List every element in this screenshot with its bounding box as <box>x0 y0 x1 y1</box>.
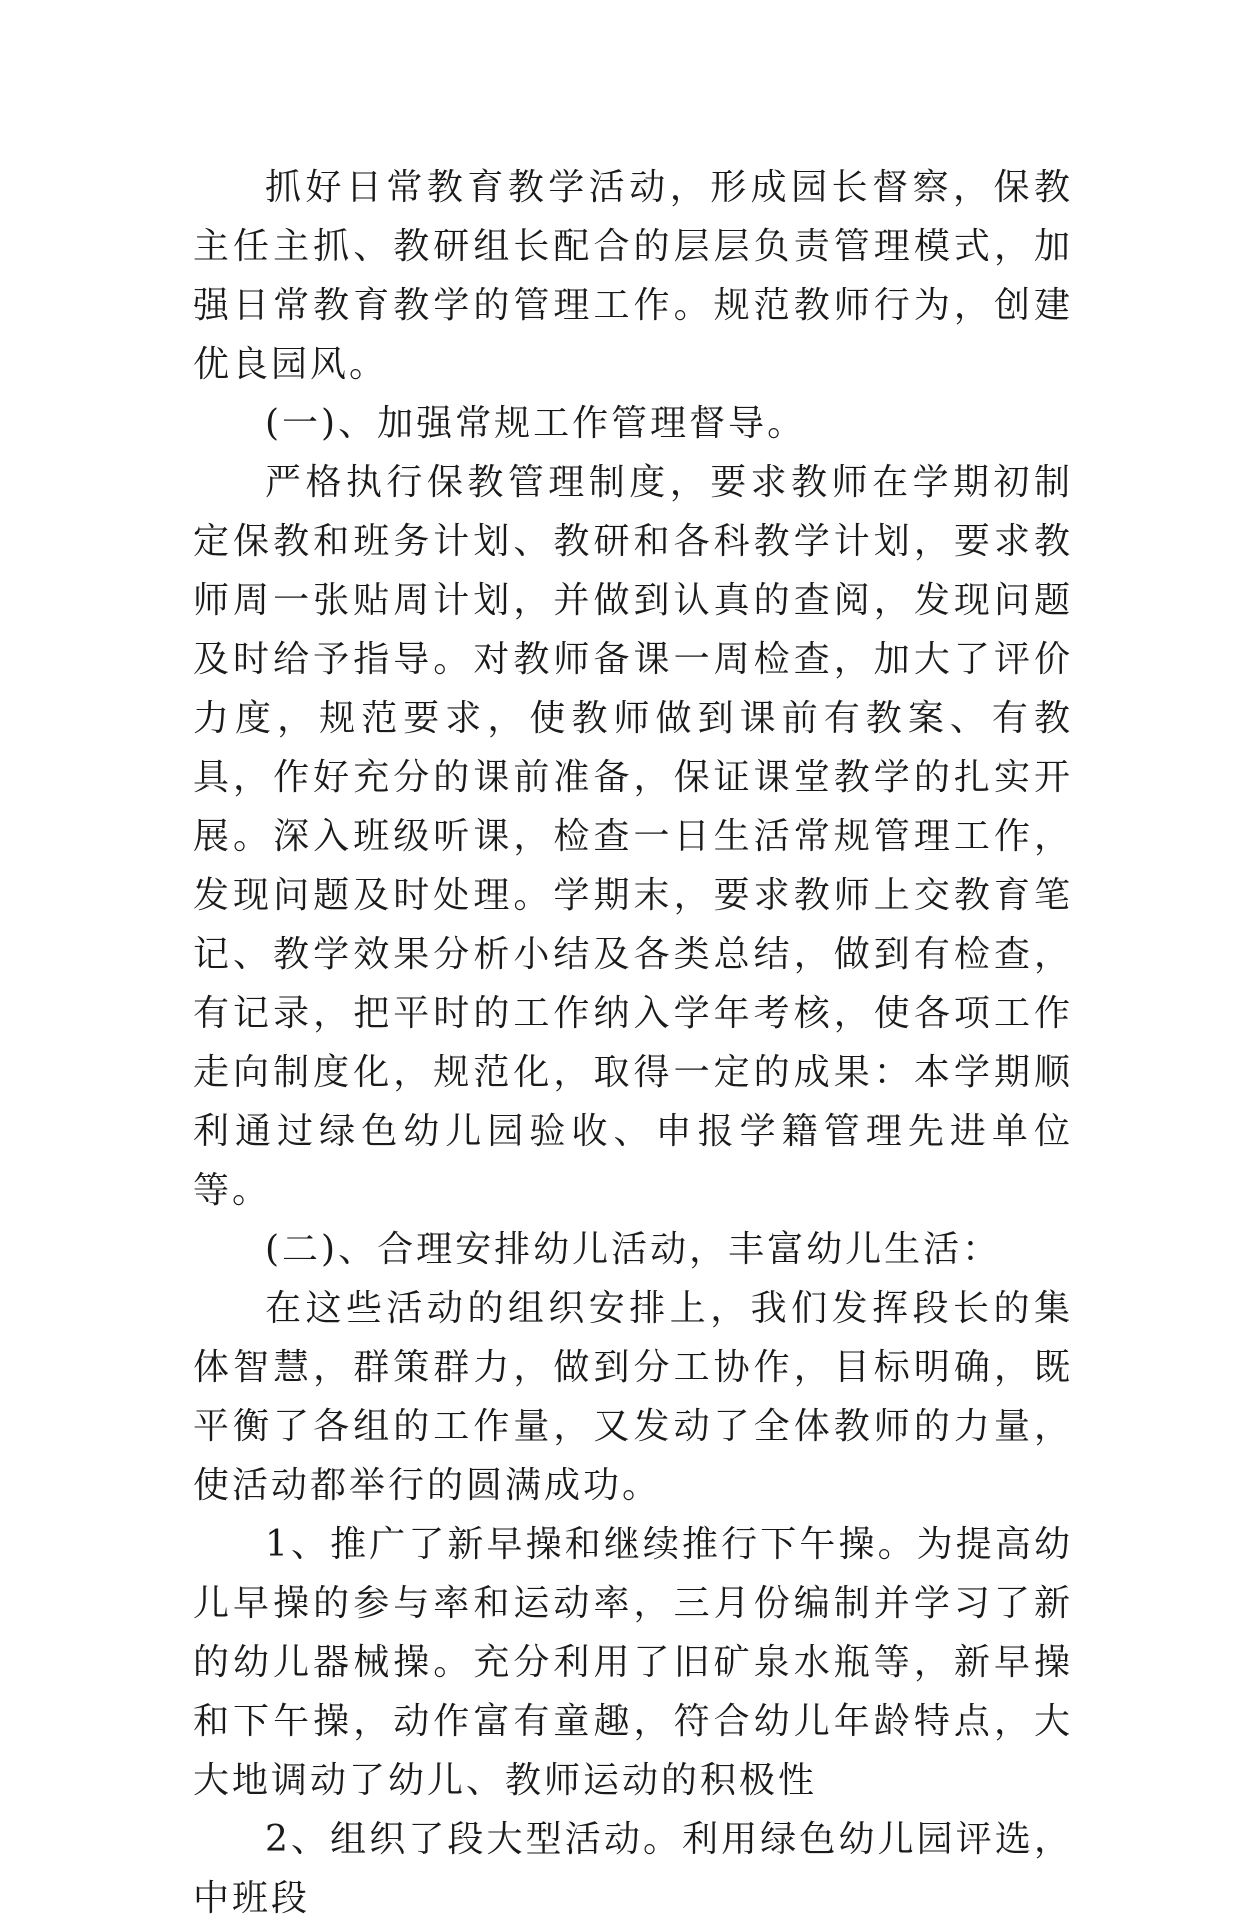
paragraph-large-activities: 2、组织了段大型活动。利用绿色幼儿园评选，中班段 <box>193 1819 1073 1919</box>
document-body <box>193 158 1073 1928</box>
heading-routine-management: (一)、加强常规工作管理督导。 <box>265 403 807 444</box>
paragraph-morning-exercise: 1、推广了新早操和继续推行下午操。为提高幼儿早操的参与率和运动率，三月份编制并学习了新的幼儿器械操。充分利用了旧矿泉水瓶等，新早操和下午操，动作富有童趣，符合幼儿年龄特点，大大地调动了幼儿、教师运动的积极性 <box>193 1524 1073 1801</box>
paragraph-daily-teaching: 抓好日常教育教学活动，形成园长督察，保教主任主抓、教研组长配合的层层负责管理模式，加强日常教育教学的管理工作。规范教师行为，创建优良园风。 <box>193 167 1073 385</box>
heading-child-activities: (二)、合理安排幼儿活动，丰富幼儿生活： <box>265 1229 1002 1270</box>
paragraph-management-system: 严格执行保教管理制度，要求教师在学期初制定保教和班务计划、教研和各科教学计划，要求教师周一张贴周计划，并做到认真的查阅，发现问题及时给予指导。对教师备课一周检查，加大了评价力度，规范要求，使教师做到课前有教案、有教具，作好充分的课前准备，保证课堂教学的扎实开展。深入班级听课，检查一日生活常规管理工作，发现问题及时处理。学期末，要求教师上交教育笔记、教学效果分析小结及各类总结，做到有检查，有记录，把平时的工作纳入学年考核，使各项工作走向制度化，规范化，取得一定的成果：本学期顺利通过绿色幼儿园验收、申报学籍管理先进单位等。 <box>193 462 1073 1211</box>
paragraph-activity-organization: 在这些活动的组织安排上，我们发挥段长的集体智慧，群策群力，做到分工协作，目标明确，既平衡了各组的工作量，又发动了全体教师的力量，使活动都举行的圆满成功。 <box>193 1288 1073 1506</box>
